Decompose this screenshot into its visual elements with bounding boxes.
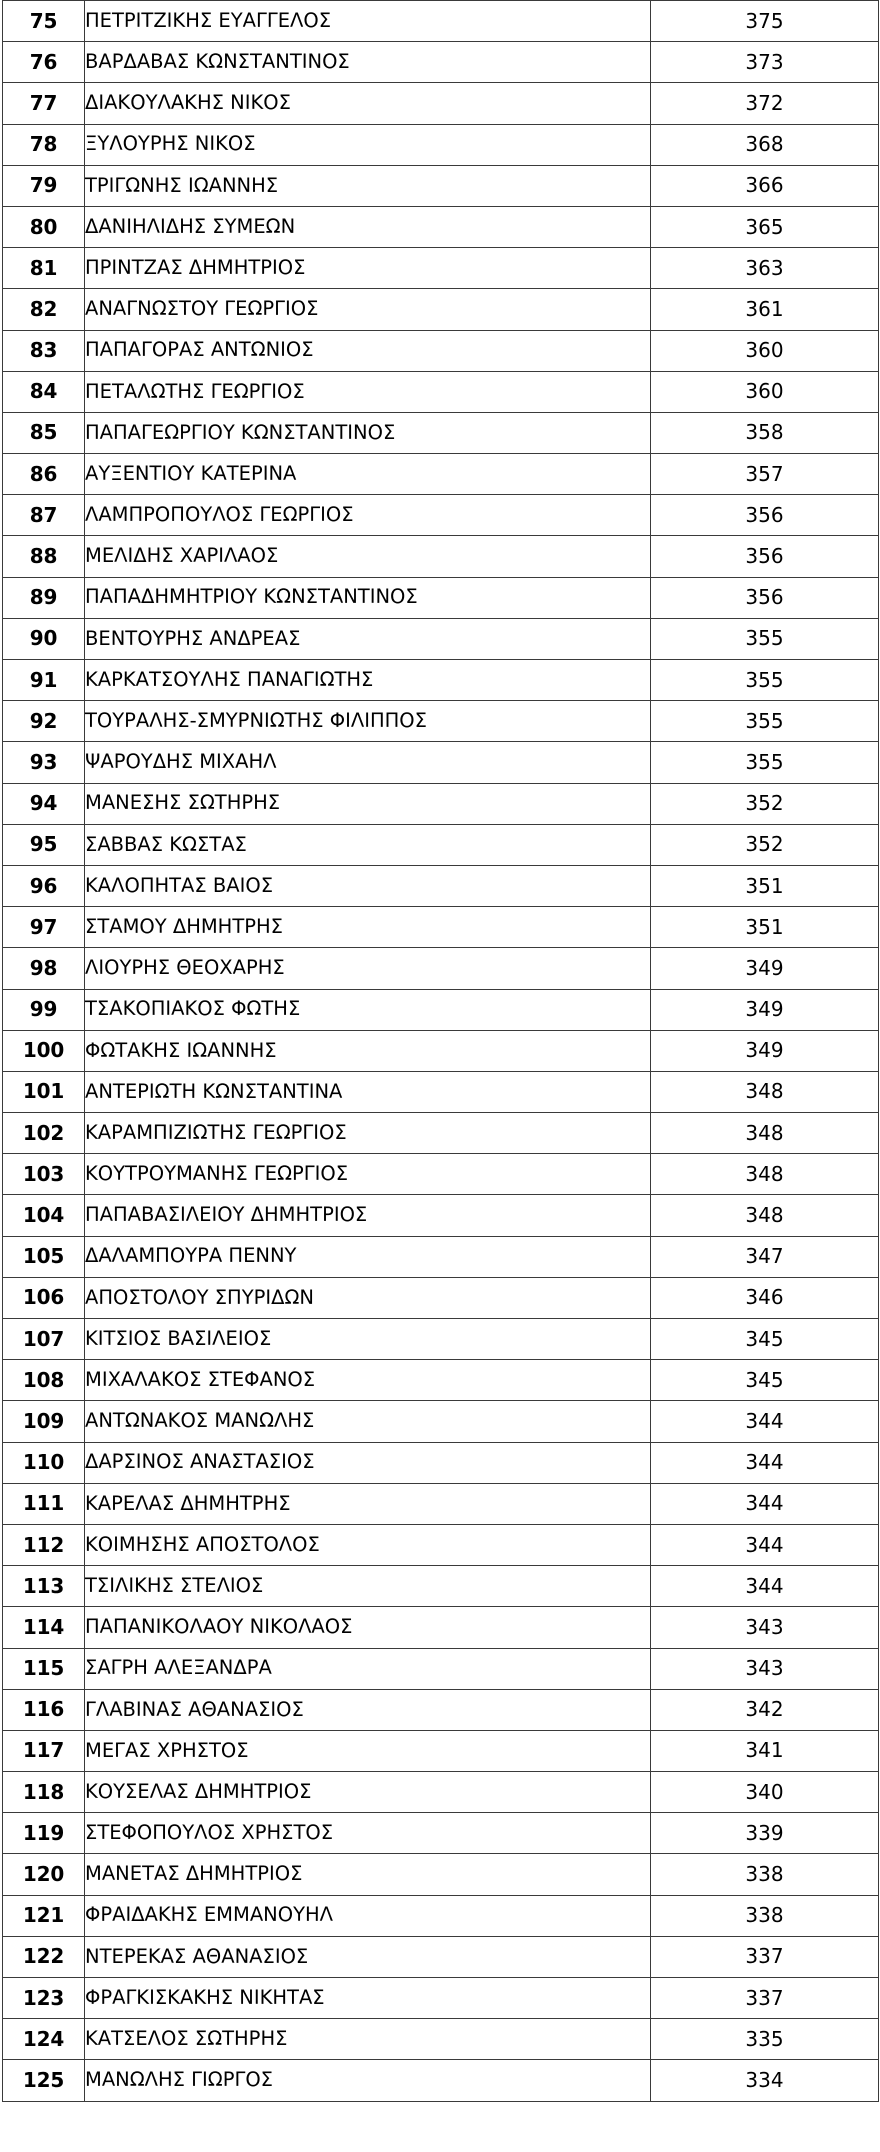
candidate-name-cell: ΑΝΑΓΝΩΣΤΟΥ ΓΕΩΡΓΙΟΣ bbox=[85, 289, 651, 330]
votes-cell: 355 bbox=[651, 742, 879, 783]
votes-cell: 344 bbox=[651, 1401, 879, 1442]
rank-cell: 125 bbox=[3, 2060, 85, 2101]
candidate-name-cell: ΜΕΓΑΣ ΧΡΗΣΤΟΣ bbox=[85, 1730, 651, 1771]
rank-cell: 104 bbox=[3, 1195, 85, 1236]
candidate-name-cell: ΛΙΟΥΡΗΣ ΘΕΟΧΑΡΗΣ bbox=[85, 948, 651, 989]
candidate-name-cell: ΠΑΠΑΓΕΩΡΓΙΟΥ ΚΩΝΣΤΑΝΤΙΝΟΣ bbox=[85, 412, 651, 453]
votes-cell: 346 bbox=[651, 1277, 879, 1318]
rank-cell: 100 bbox=[3, 1030, 85, 1071]
votes-cell: 366 bbox=[651, 165, 879, 206]
rank-cell: 81 bbox=[3, 248, 85, 289]
rank-cell: 117 bbox=[3, 1730, 85, 1771]
table-row bbox=[3, 536, 879, 577]
table-row bbox=[3, 2060, 879, 2101]
candidate-name-cell: ΤΣΙΛΙΚΗΣ ΣΤΕΛΙΟΣ bbox=[85, 1566, 651, 1607]
candidate-name-cell: ΦΡΑΓΚΙΣΚΑΚΗΣ ΝΙΚΗΤΑΣ bbox=[85, 1978, 651, 2019]
votes-cell: 356 bbox=[651, 495, 879, 536]
rank-cell: 78 bbox=[3, 124, 85, 165]
rank-cell: 94 bbox=[3, 783, 85, 824]
votes-cell: 349 bbox=[651, 1030, 879, 1071]
votes-cell: 363 bbox=[651, 248, 879, 289]
rank-cell: 105 bbox=[3, 1236, 85, 1277]
candidate-name-cell: ΦΩΤΑΚΗΣ ΙΩΑΝΝΗΣ bbox=[85, 1030, 651, 1071]
rank-cell: 91 bbox=[3, 660, 85, 701]
table-row bbox=[3, 495, 879, 536]
votes-cell: 348 bbox=[651, 1154, 879, 1195]
table-row bbox=[3, 1895, 879, 1936]
table-row bbox=[3, 1154, 879, 1195]
table-row bbox=[3, 1730, 879, 1771]
table-row bbox=[3, 289, 879, 330]
rank-cell: 90 bbox=[3, 618, 85, 659]
candidate-name-cell: ΑΝΤΩΝΑΚΟΣ ΜΑΝΩΛΗΣ bbox=[85, 1401, 651, 1442]
votes-cell: 355 bbox=[651, 701, 879, 742]
candidate-name-cell: ΜΕΛΙΔΗΣ ΧΑΡΙΛΑΟΣ bbox=[85, 536, 651, 577]
votes-cell: 340 bbox=[651, 1772, 879, 1813]
votes-cell: 358 bbox=[651, 412, 879, 453]
table-row bbox=[3, 1401, 879, 1442]
table-row bbox=[3, 248, 879, 289]
table-row bbox=[3, 206, 879, 247]
candidate-name-cell: ΜΙΧΑΛΑΚΟΣ ΣΤΕΦΑΝΟΣ bbox=[85, 1360, 651, 1401]
candidate-name-cell: ΣΑΓΡΗ ΑΛΕΞΑΝΔΡΑ bbox=[85, 1648, 651, 1689]
table-row bbox=[3, 1360, 879, 1401]
votes-cell: 360 bbox=[651, 330, 879, 371]
rank-cell: 118 bbox=[3, 1772, 85, 1813]
votes-cell: 335 bbox=[651, 2019, 879, 2060]
votes-cell: 375 bbox=[651, 1, 879, 42]
candidate-name-cell: ΛΑΜΠΡΟΠΟΥΛΟΣ ΓΕΩΡΓΙΟΣ bbox=[85, 495, 651, 536]
table-row bbox=[3, 1524, 879, 1565]
candidate-name-cell: ΜΑΝΕΤΑΣ ΔΗΜΗΤΡΙΟΣ bbox=[85, 1854, 651, 1895]
votes-cell: 365 bbox=[651, 206, 879, 247]
table-row bbox=[3, 454, 879, 495]
candidate-name-cell: ΔΑΡΣΙΝΟΣ ΑΝΑΣΤΑΣΙΟΣ bbox=[85, 1442, 651, 1483]
candidate-name-cell: ΜΑΝΕΣΗΣ ΣΩΤΗΡΗΣ bbox=[85, 783, 651, 824]
rank-cell: 121 bbox=[3, 1895, 85, 1936]
table-row bbox=[3, 907, 879, 948]
rank-cell: 96 bbox=[3, 865, 85, 906]
votes-cell: 343 bbox=[651, 1607, 879, 1648]
candidate-name-cell: ΚΟΙΜΗΣΗΣ ΑΠΟΣΤΟΛΟΣ bbox=[85, 1524, 651, 1565]
rank-cell: 76 bbox=[3, 42, 85, 83]
candidate-name-cell: ΝΤΕΡΕΚΑΣ ΑΘΑΝΑΣΙΟΣ bbox=[85, 1936, 651, 1977]
candidate-name-cell: ΓΛΑΒΙΝΑΣ ΑΘΑΝΑΣΙΟΣ bbox=[85, 1689, 651, 1730]
rank-cell: 93 bbox=[3, 742, 85, 783]
table-row bbox=[3, 1442, 879, 1483]
table-row bbox=[3, 989, 879, 1030]
candidate-name-cell: ΚΑΤΣΕΛΟΣ ΣΩΤΗΡΗΣ bbox=[85, 2019, 651, 2060]
candidate-name-cell: ΒΕΝΤΟΥΡΗΣ ΑΝΔΡΕΑΣ bbox=[85, 618, 651, 659]
candidate-name-cell: ΚΑΛΟΠΗΤΑΣ ΒΑΙΟΣ bbox=[85, 865, 651, 906]
candidate-name-cell: ΠΕΤΑΛΩΤΗΣ ΓΕΩΡΓΙΟΣ bbox=[85, 371, 651, 412]
table-row bbox=[3, 165, 879, 206]
candidate-name-cell: ΤΟΥΡΑΛΗΣ-ΣΜΥΡΝΙΩΤΗΣ ΦΙΛΙΠΠΟΣ bbox=[85, 701, 651, 742]
candidate-name-cell: ΚΙΤΣΙΟΣ ΒΑΣΙΛΕΙΟΣ bbox=[85, 1319, 651, 1360]
votes-cell: 339 bbox=[651, 1813, 879, 1854]
table-row bbox=[3, 330, 879, 371]
table-row bbox=[3, 1772, 879, 1813]
candidate-name-cell: ΜΑΝΩΛΗΣ ΓΙΩΡΓΟΣ bbox=[85, 2060, 651, 2101]
rank-cell: 84 bbox=[3, 371, 85, 412]
rank-cell: 75 bbox=[3, 1, 85, 42]
table-row bbox=[3, 660, 879, 701]
votes-cell: 338 bbox=[651, 1854, 879, 1895]
rank-cell: 106 bbox=[3, 1277, 85, 1318]
candidate-name-cell: ΑΥΞΕΝΤΙΟΥ ΚΑΤΕΡΙΝΑ bbox=[85, 454, 651, 495]
table-row bbox=[3, 865, 879, 906]
rank-cell: 88 bbox=[3, 536, 85, 577]
table-row bbox=[3, 42, 879, 83]
table-row bbox=[3, 412, 879, 453]
rank-cell: 119 bbox=[3, 1813, 85, 1854]
votes-cell: 360 bbox=[651, 371, 879, 412]
table-row bbox=[3, 1566, 879, 1607]
ranking-table-body bbox=[3, 1, 879, 2102]
rank-cell: 102 bbox=[3, 1113, 85, 1154]
rank-cell: 92 bbox=[3, 701, 85, 742]
rank-cell: 79 bbox=[3, 165, 85, 206]
votes-cell: 334 bbox=[651, 2060, 879, 2101]
votes-cell: 368 bbox=[651, 124, 879, 165]
candidate-name-cell: ΠΑΠΑΓΟΡΑΣ ΑΝΤΩΝΙΟΣ bbox=[85, 330, 651, 371]
candidate-name-cell: ΑΝΤΕΡΙΩΤΗ ΚΩΝΣΤΑΝΤΙΝΑ bbox=[85, 1071, 651, 1112]
rank-cell: 82 bbox=[3, 289, 85, 330]
table-row bbox=[3, 701, 879, 742]
candidate-name-cell: ΞΥΛΟΥΡΗΣ ΝΙΚΟΣ bbox=[85, 124, 651, 165]
votes-cell: 361 bbox=[651, 289, 879, 330]
rank-cell: 107 bbox=[3, 1319, 85, 1360]
table-row bbox=[3, 1113, 879, 1154]
rank-cell: 97 bbox=[3, 907, 85, 948]
rank-cell: 103 bbox=[3, 1154, 85, 1195]
votes-cell: 344 bbox=[651, 1524, 879, 1565]
candidate-name-cell: ΚΑΡΕΛΑΣ ΔΗΜΗΤΡΗΣ bbox=[85, 1483, 651, 1524]
candidate-name-cell: ΔΑΛΑΜΠΟΥΡΑ ΠΕΝΝΥ bbox=[85, 1236, 651, 1277]
table-row bbox=[3, 1813, 879, 1854]
rank-cell: 109 bbox=[3, 1401, 85, 1442]
table-row bbox=[3, 1607, 879, 1648]
candidate-name-cell: ΔΑΝΙΗΛΙΔΗΣ ΣΥΜΕΩΝ bbox=[85, 206, 651, 247]
candidate-name-cell: ΠΑΠΑΔΗΜΗΤΡΙΟΥ ΚΩΝΣΤΑΝΤΙΝΟΣ bbox=[85, 577, 651, 618]
rank-cell: 89 bbox=[3, 577, 85, 618]
votes-cell: 372 bbox=[651, 83, 879, 124]
table-row bbox=[3, 742, 879, 783]
votes-cell: 348 bbox=[651, 1113, 879, 1154]
table-row bbox=[3, 1936, 879, 1977]
rank-cell: 120 bbox=[3, 1854, 85, 1895]
candidate-name-cell: ΣΤΕΦΟΠΟΥΛΟΣ ΧΡΗΣΤΟΣ bbox=[85, 1813, 651, 1854]
votes-cell: 345 bbox=[651, 1360, 879, 1401]
votes-cell: 355 bbox=[651, 660, 879, 701]
table-row bbox=[3, 1236, 879, 1277]
candidate-name-cell: ΤΣΑΚΟΠΙΑΚΟΣ ΦΩΤΗΣ bbox=[85, 989, 651, 1030]
rank-cell: 115 bbox=[3, 1648, 85, 1689]
rank-cell: 80 bbox=[3, 206, 85, 247]
rank-cell: 114 bbox=[3, 1607, 85, 1648]
votes-cell: 373 bbox=[651, 42, 879, 83]
candidate-name-cell: ΤΡΙΓΩΝΗΣ ΙΩΑΝΝΗΣ bbox=[85, 165, 651, 206]
table-row bbox=[3, 618, 879, 659]
rank-cell: 85 bbox=[3, 412, 85, 453]
table-row bbox=[3, 783, 879, 824]
votes-cell: 341 bbox=[651, 1730, 879, 1771]
rank-cell: 113 bbox=[3, 1566, 85, 1607]
candidate-name-cell: ΣΤΑΜΟΥ ΔΗΜΗΤΡΗΣ bbox=[85, 907, 651, 948]
candidate-name-cell: ΠΑΠΑΒΑΣΙΛΕΙΟΥ ΔΗΜΗΤΡΙΟΣ bbox=[85, 1195, 651, 1236]
candidate-name-cell: ΒΑΡΔΑΒΑΣ ΚΩΝΣΤΑΝΤΙΝΟΣ bbox=[85, 42, 651, 83]
candidate-name-cell: ΠΑΠΑΝΙΚΟΛΑΟΥ ΝΙΚΟΛΑΟΣ bbox=[85, 1607, 651, 1648]
candidate-name-cell: ΚΑΡΑΜΠΙΖΙΩΤΗΣ ΓΕΩΡΓΙΟΣ bbox=[85, 1113, 651, 1154]
table-row bbox=[3, 1030, 879, 1071]
votes-cell: 338 bbox=[651, 1895, 879, 1936]
table-row bbox=[3, 1071, 879, 1112]
rank-cell: 77 bbox=[3, 83, 85, 124]
votes-cell: 337 bbox=[651, 1936, 879, 1977]
table-row bbox=[3, 577, 879, 618]
rank-cell: 83 bbox=[3, 330, 85, 371]
table-row bbox=[3, 1, 879, 42]
candidate-name-cell: ΚΟΥΤΡΟΥΜΑΝΗΣ ΓΕΩΡΓΙΟΣ bbox=[85, 1154, 651, 1195]
votes-cell: 344 bbox=[651, 1442, 879, 1483]
table-row bbox=[3, 1648, 879, 1689]
rank-cell: 123 bbox=[3, 1978, 85, 2019]
votes-cell: 351 bbox=[651, 907, 879, 948]
table-row bbox=[3, 124, 879, 165]
rank-cell: 87 bbox=[3, 495, 85, 536]
candidate-name-cell: ΨΑΡΟΥΔΗΣ ΜΙΧΑΗΛ bbox=[85, 742, 651, 783]
rank-cell: 122 bbox=[3, 1936, 85, 1977]
table-row bbox=[3, 1978, 879, 2019]
table-row bbox=[3, 2019, 879, 2060]
candidate-name-cell: ΦΡΑΙΔΑΚΗΣ ΕΜΜΑΝΟΥΗΛ bbox=[85, 1895, 651, 1936]
votes-cell: 349 bbox=[651, 948, 879, 989]
rank-cell: 108 bbox=[3, 1360, 85, 1401]
table-row bbox=[3, 371, 879, 412]
votes-cell: 352 bbox=[651, 783, 879, 824]
votes-cell: 356 bbox=[651, 577, 879, 618]
table-row bbox=[3, 1277, 879, 1318]
rank-cell: 124 bbox=[3, 2019, 85, 2060]
votes-cell: 343 bbox=[651, 1648, 879, 1689]
rank-cell: 116 bbox=[3, 1689, 85, 1730]
votes-cell: 344 bbox=[651, 1483, 879, 1524]
rank-cell: 99 bbox=[3, 989, 85, 1030]
table-row bbox=[3, 1195, 879, 1236]
candidate-name-cell: ΠΡΙΝΤΖΑΣ ΔΗΜΗΤΡΙΟΣ bbox=[85, 248, 651, 289]
rank-cell: 101 bbox=[3, 1071, 85, 1112]
votes-cell: 342 bbox=[651, 1689, 879, 1730]
table-row bbox=[3, 1854, 879, 1895]
rank-cell: 111 bbox=[3, 1483, 85, 1524]
votes-cell: 337 bbox=[651, 1978, 879, 2019]
table-row bbox=[3, 1689, 879, 1730]
rank-cell: 112 bbox=[3, 1524, 85, 1565]
rank-cell: 98 bbox=[3, 948, 85, 989]
votes-cell: 349 bbox=[651, 989, 879, 1030]
table-row bbox=[3, 824, 879, 865]
votes-cell: 348 bbox=[651, 1071, 879, 1112]
votes-cell: 345 bbox=[651, 1319, 879, 1360]
votes-cell: 348 bbox=[651, 1195, 879, 1236]
table-row bbox=[3, 948, 879, 989]
candidate-name-cell: ΠΕΤΡΙΤΖΙΚΗΣ ΕΥΑΓΓΕΛΟΣ bbox=[85, 1, 651, 42]
votes-cell: 351 bbox=[651, 865, 879, 906]
votes-cell: 347 bbox=[651, 1236, 879, 1277]
candidate-name-cell: ΚΑΡΚΑΤΣΟΥΛΗΣ ΠΑΝΑΓΙΩΤΗΣ bbox=[85, 660, 651, 701]
candidate-name-cell: ΚΟΥΣΕΛΑΣ ΔΗΜΗΤΡΙΟΣ bbox=[85, 1772, 651, 1813]
rank-cell: 110 bbox=[3, 1442, 85, 1483]
table-row bbox=[3, 83, 879, 124]
ranking-table bbox=[2, 0, 879, 2102]
votes-cell: 355 bbox=[651, 618, 879, 659]
rank-cell: 95 bbox=[3, 824, 85, 865]
candidate-name-cell: ΣΑΒΒΑΣ ΚΩΣΤΑΣ bbox=[85, 824, 651, 865]
votes-cell: 344 bbox=[651, 1566, 879, 1607]
votes-cell: 352 bbox=[651, 824, 879, 865]
table-row bbox=[3, 1483, 879, 1524]
rank-cell: 86 bbox=[3, 454, 85, 495]
candidate-name-cell: ΑΠΟΣΤΟΛΟΥ ΣΠΥΡΙΔΩΝ bbox=[85, 1277, 651, 1318]
table-row bbox=[3, 1319, 879, 1360]
candidate-name-cell: ΔΙΑΚΟΥΛΑΚΗΣ ΝΙΚΟΣ bbox=[85, 83, 651, 124]
votes-cell: 357 bbox=[651, 454, 879, 495]
votes-cell: 356 bbox=[651, 536, 879, 577]
